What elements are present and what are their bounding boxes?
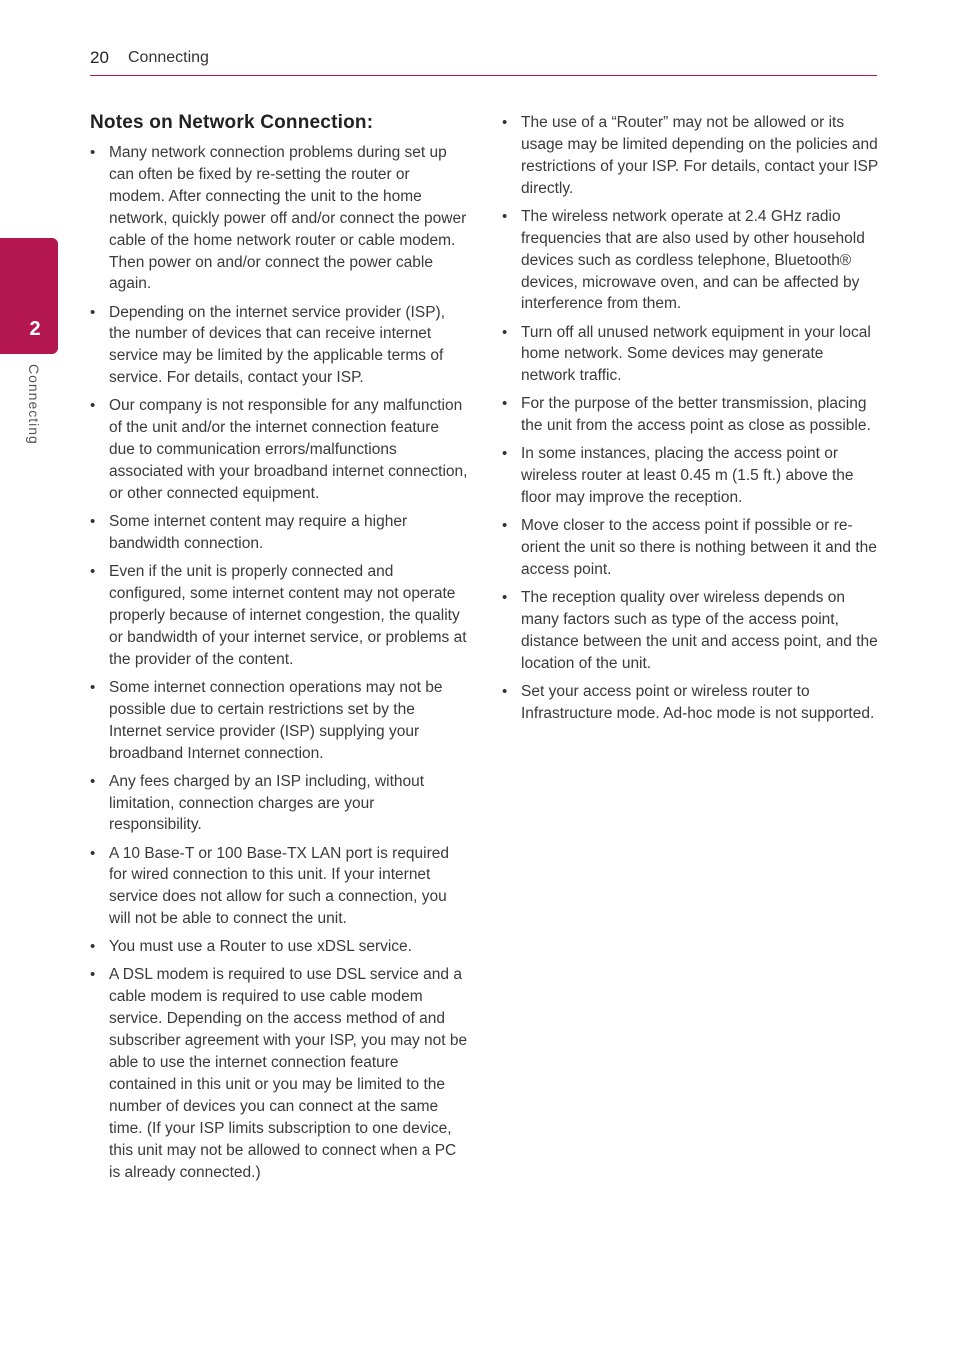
bullet-icon: •	[502, 395, 508, 413]
list-item	[90, 964, 468, 1183]
list-item-text: The wireless network operate at 2.4 GHz radio frequencies that are also used by other household devices such as cordless telephone, Bluetooth® devices, microwave oven, and can be affected by interference from them.	[521, 207, 865, 313]
list-item	[502, 443, 880, 509]
list-item	[90, 511, 468, 555]
bullet-icon: •	[502, 207, 508, 225]
notes-list-right	[502, 112, 880, 725]
list-item	[90, 395, 468, 505]
bullet-icon: •	[502, 517, 508, 535]
list-item-text: Set your access point or wireless router to Infrastructure mode. Ad-hoc mode is not supported.	[521, 683, 875, 722]
list-item	[502, 112, 880, 200]
list-item	[90, 142, 468, 295]
list-item	[90, 843, 468, 931]
list-item-text: In some instances, placing the access point or wireless router at least 0.45 m (1.5 ft.) above the floor may improve the reception.	[521, 445, 854, 507]
list-item-text: A DSL modem is required to use DSL service and a cable modem is required to use cable modem service. Depending on the access method of and subscriber agreement with your ISP, you may not be able to use the internet connection feature contained in this unit or you may be limited to the number of devices you can connect at the same time. (If your ISP limits subscription to one device, this unit may not be allowed to connect when a PC is already connected.)	[109, 966, 468, 1181]
list-item-text: Turn off all unused network equipment in your local home network. Some devices may generate network traffic.	[521, 323, 871, 385]
left-column	[90, 112, 468, 1190]
list-item-text: A 10 Base-T or 100 Base-TX LAN port is required for wired connection to this unit. If your internet service does not allow for such a connection, you will not be able to connect the unit.	[109, 844, 450, 928]
list-item	[90, 561, 468, 671]
chapter-tab	[0, 238, 58, 354]
list-item-text: Some internet connection operations may not be possible due to certain restrictions set by the Internet service provider (ISP) supplying your broadband Internet connection.	[109, 678, 443, 762]
list-item	[90, 677, 468, 765]
list-item-text: Our company is not responsible for any malfunction of the unit and/or the internet connection feature due to communication errors/malfunctions associated with your broadband internet connection, or other connected equipment.	[109, 397, 468, 502]
list-item	[90, 936, 468, 958]
list-item-text: Even if the unit is properly connected and configured, some internet content may not operate properly because of internet congestion, the quality or bandwidth of your internet service, or problems at the provider of the content.	[109, 563, 467, 668]
list-item	[502, 393, 880, 437]
bullet-icon: •	[90, 844, 96, 862]
right-column	[502, 112, 880, 731]
bullet-icon: •	[502, 323, 508, 341]
section-title: Notes on Network Connection:	[90, 112, 374, 133]
header-section-name: Connecting	[128, 49, 209, 66]
page-header	[90, 48, 877, 76]
list-item	[502, 206, 880, 316]
list-item-text: The reception quality over wireless depends on many factors such as type of the access point, distance between the unit and access point, and the location of the unit.	[521, 589, 878, 672]
list-item-text: Many network connection problems during set up can often be fixed by re-setting the router or modem. After connecting the unit to the home network, quickly power off and/or connect the power cable of the home network router or cable modem. Then power on and/or connect the power cable again.	[109, 144, 467, 293]
bullet-icon: •	[90, 938, 96, 956]
list-item-text: Any fees charged by an ISP including, without limitation, connection charges are your responsibility.	[109, 772, 425, 834]
bullet-icon: •	[90, 772, 96, 790]
bullet-icon: •	[90, 144, 96, 161]
chapter-number: 2	[29, 318, 41, 340]
bullet-icon: •	[90, 966, 96, 984]
bullet-icon: •	[90, 513, 96, 531]
list-item-text: Depending on the internet service provider (ISP), the number of devices that can receive internet service may be limited by the applicable terms of service. For details, contact your ISP.	[109, 303, 446, 387]
bullet-icon: •	[502, 683, 508, 701]
list-item-text: The use of a “Router” may not be allowed or its usage may be limited depending on the policies and restrictions of your ISP. For details, contact your ISP directly.	[521, 114, 878, 197]
bullet-icon: •	[90, 563, 96, 581]
list-item	[90, 302, 468, 390]
chapter-label: Connecting	[26, 364, 42, 445]
list-item	[502, 322, 880, 388]
list-item-text: You must use a Router to use xDSL service.	[109, 938, 412, 956]
bullet-icon: •	[502, 114, 508, 131]
bullet-icon: •	[90, 397, 96, 415]
bullet-icon: •	[90, 678, 96, 696]
list-item	[90, 771, 468, 837]
list-item-text: Move closer to the access point if possible or re-orient the unit so there is nothing between it and the access point.	[521, 517, 877, 579]
list-item	[502, 515, 880, 581]
list-item	[502, 587, 880, 675]
list-item-text: For the purpose of the better transmission, placing the unit from the access point as close as possible.	[521, 395, 871, 435]
bullet-icon: •	[502, 445, 508, 463]
bullet-icon: •	[502, 589, 508, 607]
notes-list-left	[90, 142, 468, 1183]
page-number: 20	[90, 48, 109, 67]
list-item-text: Some internet content may require a higher bandwidth connection.	[109, 513, 408, 552]
list-item	[502, 681, 880, 725]
bullet-icon: •	[90, 303, 96, 321]
